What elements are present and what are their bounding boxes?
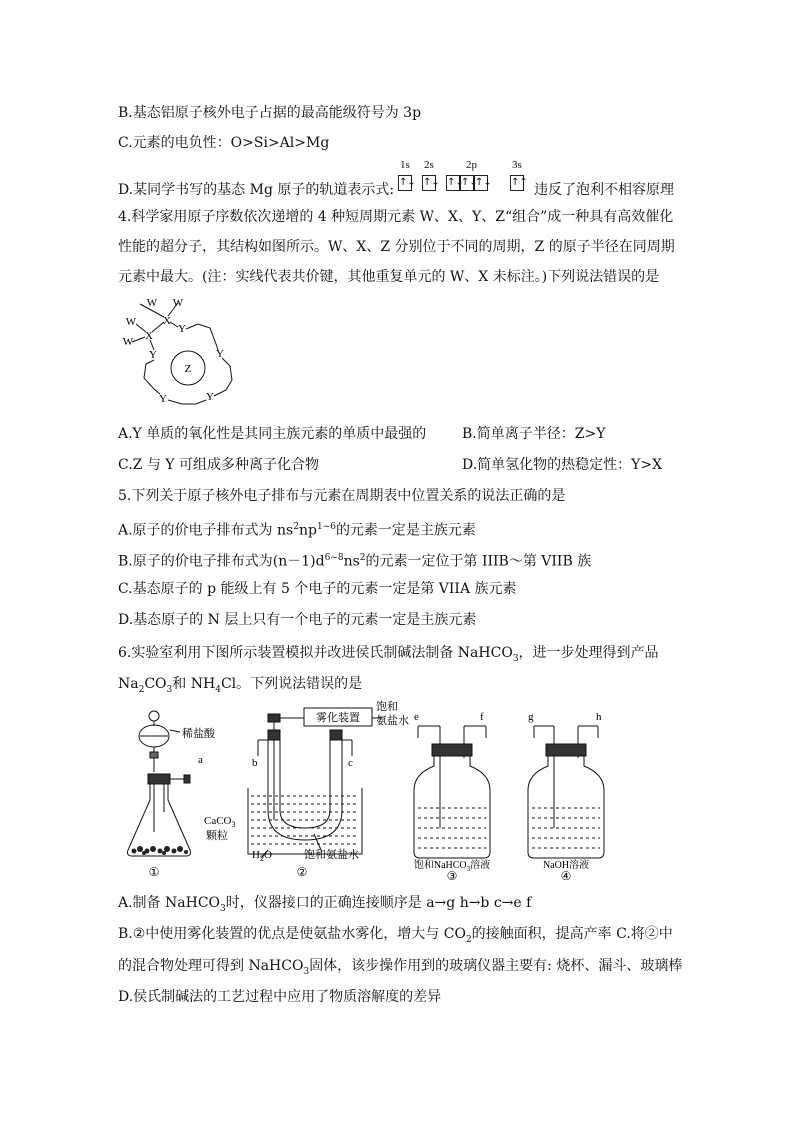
question-4-option-c: C.Z 与 Y 可组成多种离子化合物 [118,457,319,473]
label-h2o [252,849,272,863]
question-6-option-a [118,894,531,918]
option-d-prefix: D.某同学书写的基态 Mg 原子的轨道表示式: [118,182,395,198]
caco3-text: CaCO [204,815,232,827]
q5a-sup-2: 1~6 [316,522,336,532]
label-sat-brine: 饱和氨盐水 [304,849,359,861]
q6b-s3: 4 [215,684,221,695]
h2o-sub: 2 [259,854,264,863]
question-6-option-c [118,957,682,981]
nahco3-post: 溶液 [470,860,491,871]
q5b-sup-2: 2 [359,553,366,563]
q5b-sup-1: 6~8 [324,553,344,563]
q6-stem-pre: 6.实验室利用下图所示装置模拟并改进侯氏制碱法制备 NaHCO [118,645,513,661]
q5b-mid: ns [343,553,360,570]
q6c-post: 固体，该步操作用到的玻璃仪器主要有: 烧杯、漏斗、玻璃棒 [309,958,683,974]
orbital-label-2s: 2s [424,159,434,171]
question-4-line-2: 性能的超分子，其结构如图所示。W、X、Z 分别位于不同的周期，Z 的原子半径在同周期 [118,239,675,255]
label-atomizer: 雾化装置 [316,712,360,724]
label-port-b: b [252,757,258,769]
label-3: ③ [446,869,458,880]
option-d-suffix: 违反了泡利不相容原理 [534,182,674,198]
struct-atom-x1: X [163,315,171,327]
question-4-option-d: D.简单氢化物的热稳定性：Y>X [462,457,663,473]
label-brine-1: 饱和 [376,701,398,713]
h2o-o: O [263,849,272,861]
struct-atom-y2: Y [149,349,157,361]
option-d-orbital-diagram-text [118,181,394,199]
nahco3-sub: 3 [466,865,471,873]
struct-atom-y5: Y [206,391,214,403]
question-4-line-3: 元素中最大。(注：实线代表共价键，其他重复单元的 W、X 未标注。)下列说法错误的是 [118,269,660,285]
label-port-a: a [198,754,203,766]
struct-atom-y3: Y [216,348,224,360]
label-port-c: c [348,757,353,769]
label-port-f: f [480,711,484,723]
q5a-sup-1: 2 [293,522,299,532]
struct-atom-w1: W [146,297,158,309]
option-c-electronegativity: C.元素的电负性：O>Si>Al>Mg [118,135,330,151]
orbital-box-1s: ↑↓ [398,175,412,191]
question-6-stem-1 [118,644,659,668]
label-naoh: NaOH溶液 [542,860,590,871]
q6c-pre: 的混合物处理可得到 NaHCO [118,958,304,974]
q6b-s2: 3 [166,684,173,695]
orbital-label-1s: 1s [400,159,410,171]
question-6-stem-2 [118,675,362,699]
orbital-box-3s: ↑↑ [510,175,524,191]
question-5-option-d: D.基态原子的 N 层上只有一个电子的元素一定是主族元素 [118,612,477,628]
question-5-option-c: C.基态原子的 p 能级上有 5 个电子的元素一定是第 VIIA 族元素 [118,581,517,597]
label-brine-2: 氨盐水 [376,715,409,727]
label-caco3-2: 颗粒 [206,830,228,842]
struct-atom-y1: Y [178,323,186,335]
struct-atom-w3: W [125,316,137,328]
q6b-p2: CO [144,676,167,692]
q6c-sub: 3 [303,966,310,977]
q6b-p1: Na [118,676,139,692]
label-1: ① [148,865,160,879]
apparatus-diagram [118,700,628,880]
q6b-pre: B.②中使用雾化装置的优点是使氨盐水雾化，增大与 CO [118,926,466,942]
question-5-option-a [118,518,476,540]
label-hcl: 稀盐酸 [182,728,215,740]
question-4-option-a: A.Y 单质的氧化性是其同主族元素的单质中最强的 [118,426,427,442]
caco3-sub: 3 [231,820,236,829]
question-6-option-d: D.侯氏制碱法的工艺过程中应用了物质溶解度的差异 [118,989,442,1005]
h2o-h: H [252,849,260,861]
struct-atom-z: Z [184,363,192,375]
label-port-g: g [528,711,534,723]
q6b-p3: 和 NH [172,676,216,692]
question-4-option-b: B.简单离子半径：Z>Y [462,426,606,442]
orbital-box-2p-1: ↑↓ [446,175,460,191]
label-2: ② [296,865,308,879]
q6b-post: 的接触面积，提高产率 C.将②中 [471,926,673,942]
q6-stem-sub: 3 [512,653,519,664]
question-5-stem: 5.下列关于原子核外电子排布与元素在周期表中位置关系的说法正确的是 [118,488,566,504]
orbital-box-2s: ↑↓ [422,175,436,191]
question-4-line-1: 4.科学家用原子序数依次递增的 4 种短周期元素 W、X、Y、Z“组合”成一种具有高效催化 [118,209,674,225]
struct-atom-w4: W [122,336,134,348]
nahco3-pre: 饱和NaHCO [413,860,467,871]
struct-atom-w2: W [172,297,184,309]
question-5-option-b [118,549,591,571]
label-4: ④ [560,869,572,880]
q6-stem-post: ，进一步处理得到产品 [518,645,659,661]
q5a-post: 的元素一定是主族元素 [335,522,476,539]
question-6-option-b [118,925,673,949]
q5a-pre: A.原子的价电子排布式为 ns [118,522,294,539]
orbital-label-2p: 2p [466,159,477,171]
orbital-box-2p-3: ↑↓ [474,175,488,191]
orbital-label-3s: 3s [512,159,522,171]
q6a-post: 时，仪器接口的正确连接顺序是 a→g h→b c→e f [225,895,532,911]
q5a-mid: np [298,522,317,539]
q5b-post: 的元素一定位于第 IIIB～第 VIIB 族 [365,553,592,570]
orbital-box-2p-2: ↑↓ [460,175,474,191]
option-b-aluminum: B.基态铝原子核外电子占据的最高能级符号为 3p [118,105,422,121]
label-caco3-1 [204,815,236,829]
supramolecule-structure [118,294,258,414]
q6a-pre: A.制备 NaHCO [118,895,221,911]
q6b-p4: Cl。下列说法错误的是 [220,676,363,692]
q6b-sub: 2 [465,934,472,945]
struct-atom-y4: Y [159,393,167,405]
q5b-pre: B.原子的价电子排布式为(n－1)d [118,553,325,570]
q6b-s1: 2 [138,684,145,695]
label-port-e: e [414,711,419,723]
q6a-sub: 3 [220,903,226,914]
label-port-h: h [596,711,602,723]
struct-atom-x2: X [145,330,153,342]
